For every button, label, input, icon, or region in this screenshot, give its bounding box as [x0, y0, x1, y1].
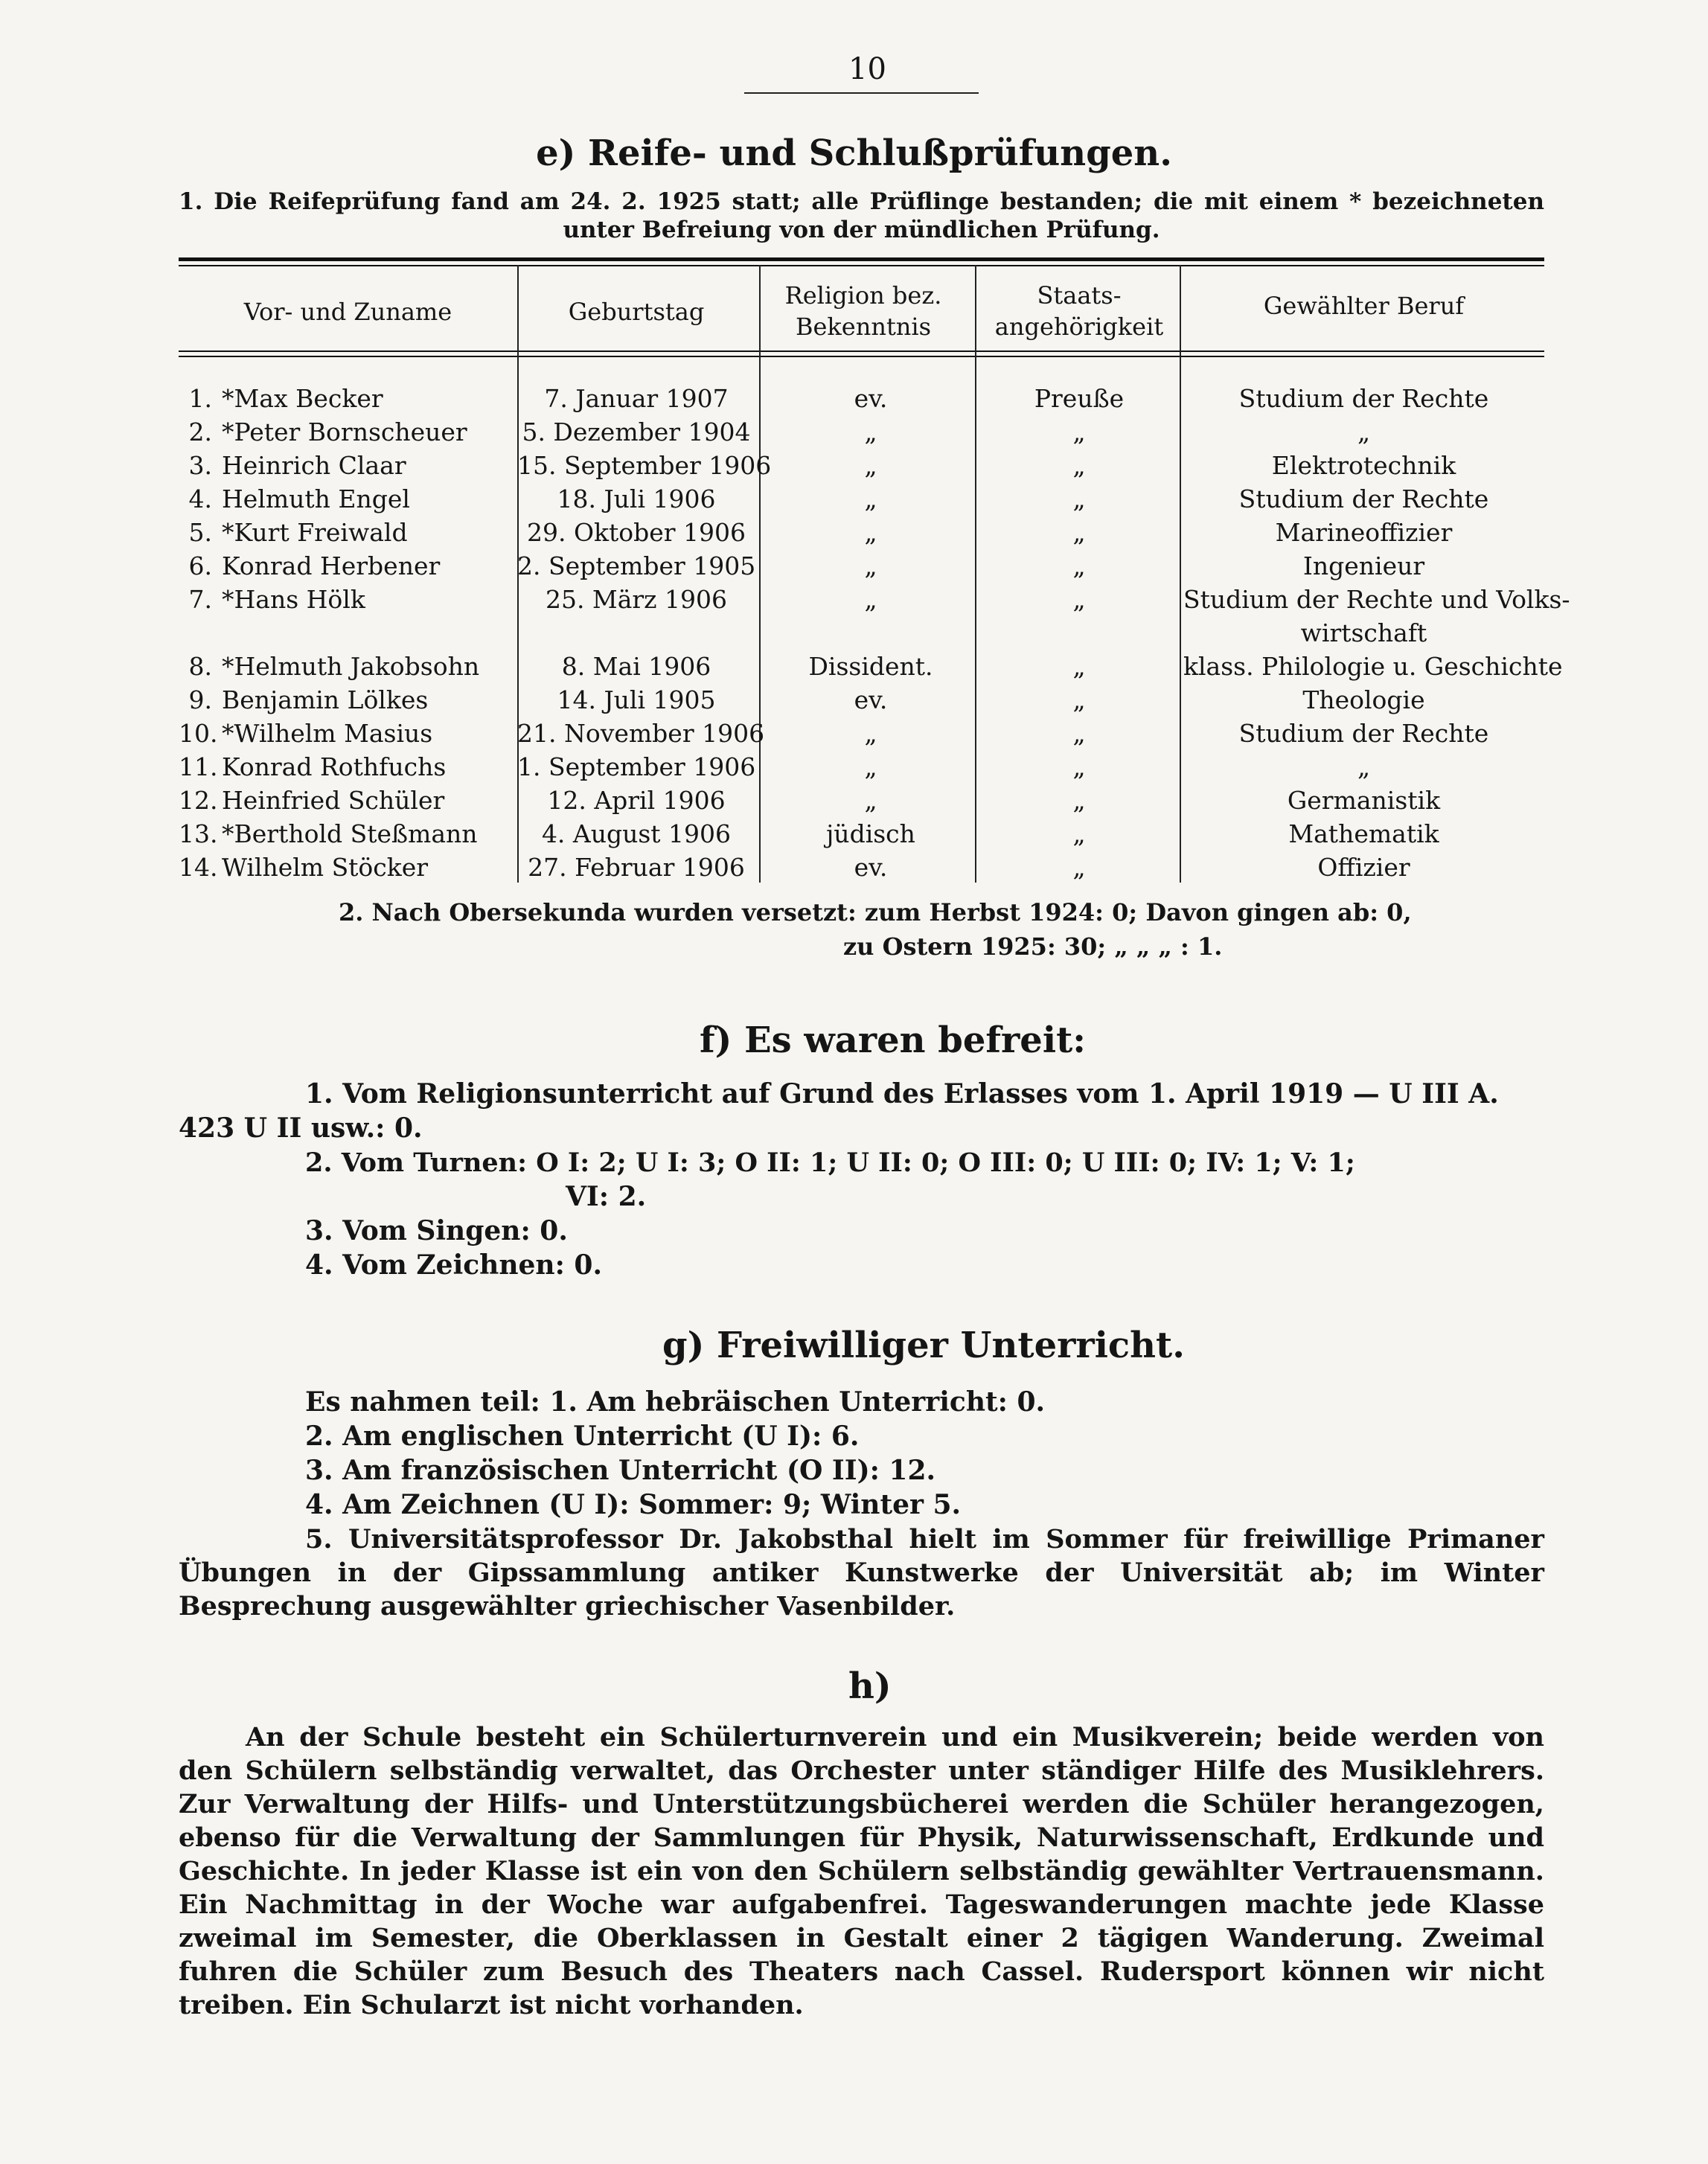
row-name: Benjamin Lölkes: [222, 685, 429, 714]
row-number: 12.: [179, 786, 218, 815]
row-religion: „: [864, 518, 877, 547]
row-religion: jüdisch: [826, 819, 915, 848]
row-birthdate: 29. Oktober 1906: [526, 518, 746, 547]
row-nationality: „: [1072, 417, 1086, 446]
row-number: 14.: [179, 853, 218, 882]
section-f-title: f) Es waren befreit:: [700, 1019, 1086, 1061]
page-number: 10: [848, 52, 886, 86]
page-number-rule: [744, 92, 979, 94]
table-row: [179, 551, 1544, 585]
row-birthdate: 15. September 1906: [517, 451, 772, 480]
row-nationality: „: [1072, 484, 1086, 513]
row-birthdate: 12. April 1906: [547, 786, 726, 815]
row-birthdate: 18. Juli 1906: [557, 484, 716, 513]
row-name: *Max Becker: [222, 384, 383, 413]
row-religion: „: [864, 484, 877, 513]
header-state: Staats- angehörigkeit: [994, 281, 1164, 341]
table-row: [179, 417, 1544, 451]
section-g-line1: Es nahmen teil: 1. Am hebräischen Unterricht: 0.: [305, 1386, 1046, 1418]
row-career: „: [1357, 417, 1371, 446]
section-g-title: g) Freiwilliger Unterricht.: [662, 1325, 1185, 1366]
section-f-line2b: VI: 2.: [566, 1181, 647, 1212]
row-birthdate: 5. Dezember 1904: [522, 417, 751, 446]
row-number: 5.: [188, 518, 212, 547]
table-row: [179, 585, 1570, 647]
row-career: Elektrotechnik: [1271, 451, 1456, 480]
row-career: Marineoffizier: [1275, 518, 1453, 547]
row-birthdate: 21. November 1906: [517, 719, 765, 748]
section-f-line4: 4. Vom Zeichnen: 0.: [305, 1249, 602, 1281]
section-g-line3: 3. Am französischen Unterricht (O II): 12.: [305, 1455, 936, 1486]
row-religion: ev.: [854, 853, 888, 882]
table-row: [179, 652, 1563, 685]
section-f-line1a: 1. Vom Religionsunterricht auf Grund des Erlasses vom 1. April 1919 — U III A.: [305, 1078, 1499, 1110]
row-number: 10.: [179, 719, 218, 748]
table-row: [179, 451, 1544, 484]
row-religion: ev.: [854, 685, 888, 714]
row-name: Helmuth Engel: [222, 484, 410, 513]
row-career-continued: wirtschaft: [1300, 618, 1427, 647]
row-nationality: „: [1072, 685, 1086, 714]
row-nationality: „: [1072, 551, 1086, 580]
table-top-rule: [179, 257, 1544, 261]
section-e-intro: 1. Die Reifeprüfung fand am 24. 2. 1925 statt; alle Prüflinge bestanden; die mit einem * bezeichneten unter Befreiung von der mündlichen Prüfung.: [179, 188, 1544, 243]
row-career: Ingenieur: [1302, 551, 1425, 580]
row-religion: Dissident.: [808, 652, 933, 681]
row-number: 13.: [179, 819, 218, 848]
section-g-line4: 4. Am Zeichnen (U I): Sommer: 9; Winter 5.: [305, 1489, 962, 1520]
table-row: [179, 384, 1544, 417]
row-nationality: „: [1072, 451, 1086, 480]
row-religion: „: [864, 786, 877, 815]
row-religion: „: [864, 451, 877, 480]
row-name: Heinfried Schüler: [222, 786, 445, 815]
row-birthdate: 1. September 1906: [517, 752, 756, 781]
row-nationality: „: [1072, 786, 1086, 815]
table-row: [179, 819, 1544, 853]
row-name: *Peter Bornscheuer: [222, 417, 467, 446]
row-birthdate: 25. März 1906: [545, 585, 728, 614]
row-name: *Kurt Freiwald: [222, 518, 408, 547]
row-number: 2.: [188, 417, 212, 446]
row-career: „: [1357, 752, 1371, 781]
row-religion: ev.: [854, 384, 888, 413]
row-nationality: „: [1072, 853, 1086, 882]
row-birthdate: 4. August 1906: [541, 819, 732, 848]
row-career: Germanistik: [1287, 786, 1441, 815]
table-row: [179, 786, 1544, 819]
row-career: Studium der Rechte: [1238, 484, 1489, 513]
row-number: 3.: [188, 451, 212, 480]
table-row: [179, 685, 1544, 719]
row-number: 9.: [188, 685, 212, 714]
header-name: Vor- und Zuname: [243, 298, 452, 326]
row-religion: „: [864, 752, 877, 781]
row-religion: „: [864, 719, 877, 748]
section-e-title: e) Reife- und Schlußprüfungen.: [536, 132, 1172, 174]
row-career: Mathematik: [1288, 819, 1439, 848]
row-number: 1.: [188, 384, 212, 413]
row-nationality: „: [1072, 752, 1086, 781]
table-row: [179, 719, 1544, 752]
row-birthdate: 8. Mai 1906: [561, 652, 711, 681]
row-career: Theologie: [1302, 685, 1425, 714]
row-career: Offizier: [1317, 853, 1410, 882]
row-birthdate: 14. Juli 1905: [557, 685, 716, 714]
table-row: [179, 752, 1544, 786]
header-job: Gewählter Beruf: [1263, 292, 1465, 320]
section-h-title: h): [848, 1665, 892, 1707]
section-f-line2a: 2. Vom Turnen: O I: 2; U I: 3; O II: 1; U II: 0; O III: 0; U III: 0; IV: 1; V: 1;: [305, 1147, 1355, 1178]
section-e-note-line2: zu Ostern 1925: 30; „ „ „ : 1.: [843, 932, 1223, 961]
row-name: Heinrich Claar: [222, 451, 406, 480]
row-number: 7.: [188, 585, 212, 614]
section-f-line3: 3. Vom Singen: 0.: [305, 1215, 568, 1246]
row-number: 11.: [179, 752, 218, 781]
row-religion: „: [864, 551, 877, 580]
row-birthdate: 2. September 1905: [517, 551, 756, 580]
table-row: [179, 853, 1544, 886]
row-career: klass. Philologie u. Geschichte: [1183, 652, 1563, 681]
row-number: 4.: [188, 484, 212, 513]
row-number: 8.: [188, 652, 212, 681]
section-f-line1b: 423 U II usw.: 0.: [179, 1113, 423, 1144]
row-career: Studium der Rechte und Volks-: [1183, 585, 1570, 614]
row-nationality: Preuße: [1034, 384, 1125, 413]
row-career: Studium der Rechte: [1238, 384, 1489, 413]
section-e-note-line1: 2. Nach Obersekunda wurden versetzt: zum Herbst 1924: 0; Davon gingen ab: 0,: [339, 898, 1412, 926]
row-name: *Hans Hölk: [222, 585, 365, 614]
header-birth: Geburtstag: [568, 298, 705, 326]
row-nationality: „: [1072, 652, 1086, 681]
row-nationality: „: [1072, 819, 1086, 848]
row-name: Konrad Rothfuchs: [222, 752, 447, 781]
row-number: 6.: [188, 551, 212, 580]
row-religion: „: [864, 417, 877, 446]
row-nationality: „: [1072, 585, 1086, 614]
section-g-line5: 5. Universitätsprofessor Dr. Jakobsthal hielt im Sommer für freiwillige Primaner Übungen in der Gipssammlung antiker Kunstwerke der Universität ab; im Winter Besprechung ausgewählter griechischer Vasenbilder.: [179, 1524, 1544, 1622]
row-name: *Berthold Steßmann: [222, 819, 478, 848]
header-religion: Religion bez. Bekenntnis: [784, 281, 942, 341]
table-row: [179, 518, 1544, 551]
row-nationality: „: [1072, 518, 1086, 547]
row-name: Konrad Herbener: [222, 551, 441, 580]
table-row: [179, 484, 1544, 518]
row-name: *Helmuth Jakobsohn: [222, 652, 480, 681]
row-name: *Wilhelm Masius: [222, 719, 433, 748]
row-birthdate: 27. Februar 1906: [528, 853, 745, 882]
table-header-rule: [179, 356, 1544, 357]
row-career: Studium der Rechte: [1238, 719, 1489, 748]
row-birthdate: 7. Januar 1907: [544, 384, 729, 413]
row-religion: „: [864, 585, 877, 614]
section-g-line2: 2. Am englischen Unterricht (U I): 6.: [305, 1421, 860, 1452]
section-h-text: An der Schule besteht ein Schülerturnverein und ein Musikverein; beide werden von den Schülern selbständig verwaltet, das Orchester unter ständiger Hilfe des Musiklehrers. Zur Verwaltung der Hilfs- und Unterstützungsbücherei werden die Schüler herangezogen, ebenso für die Verwaltung der Sammlungen für Physik, Naturwissenschaft, Erdkunde und Geschichte. In jeder Klasse ist ein von den Schülern selbständig gewählter Vertrauensmann. Ein Nachmittag in der Woche war aufgabenfrei. Tageswanderungen machte jede Klasse zweimal im Semester, die Oberklassen in Gestalt einer 2 tägigen Wanderung. Zweimal fuhren die Schüler zum Besuch des Theaters nach Cassel. Rudersport können wir nicht treiben. Ein Schularzt ist nicht vorhanden.: [179, 1722, 1544, 2020]
row-name: Wilhelm Stöcker: [222, 853, 429, 882]
row-nationality: „: [1072, 719, 1086, 748]
